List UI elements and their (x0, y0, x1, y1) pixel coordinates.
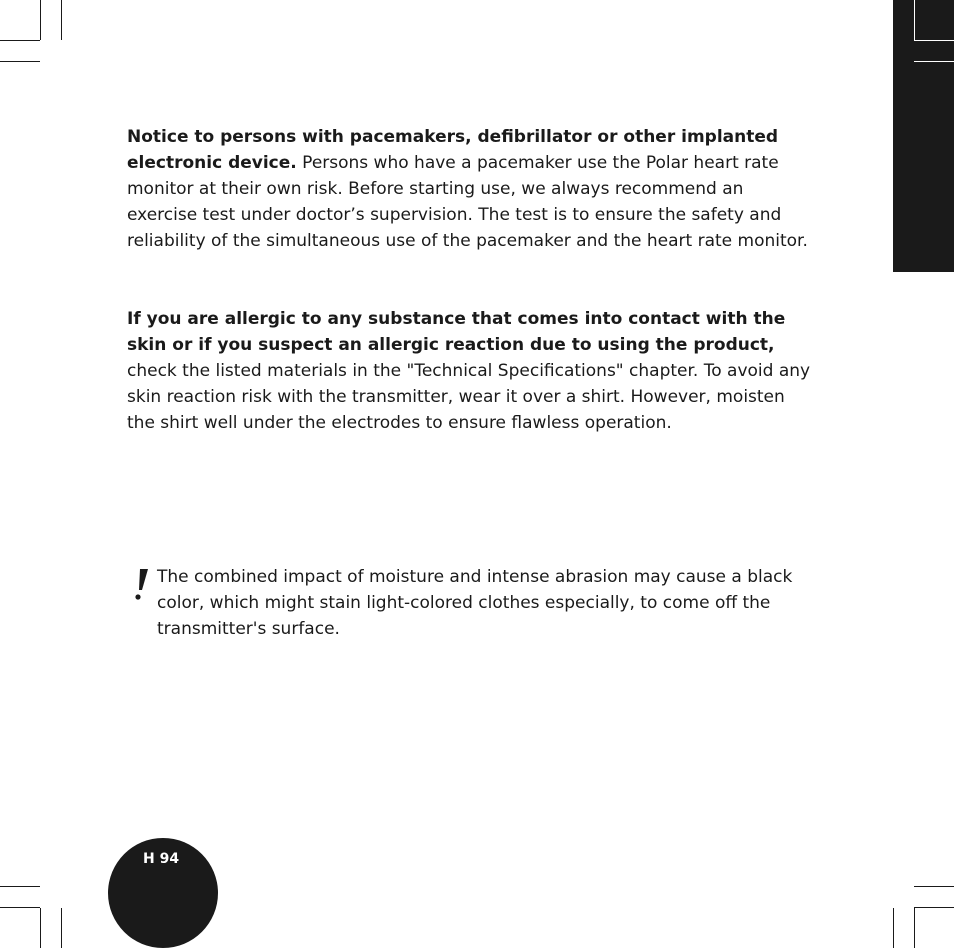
crop-mark (0, 40, 40, 41)
warning-text: The combined impact of moisture and intense abrasion may cause a black color, which might stain light-colored clothes especially, to come off the transmitter's surface. (157, 567, 793, 639)
crop-mark (40, 908, 41, 948)
pacemaker-notice-heading: Notice to persons with pacemakers, defibrillator or other implanted electronic device. (127, 127, 779, 173)
exclamation-icon (132, 566, 152, 602)
crop-mark (0, 61, 40, 62)
crop-mark (914, 61, 954, 62)
allergy-notice (127, 306, 817, 436)
crop-mark (893, 908, 894, 948)
crop-mark (914, 907, 954, 908)
crop-mark (914, 886, 954, 887)
crop-mark (914, 40, 954, 41)
pacemaker-notice (127, 124, 817, 254)
crop-mark (0, 886, 40, 887)
crop-mark (0, 907, 40, 908)
crop-mark (914, 0, 915, 40)
pacemaker-notice-body: Persons who have a pacemaker use the Polar heart rate monitor at their own risk. Before starting use, we always recommend an exercise test under doctor’s supervision. The test is to ensure the safety and reliability of the simultaneous use of the pacemaker and the heart rate monitor. (127, 153, 808, 251)
allergy-notice-body: check the listed materials in the "Technical Specifications" chapter. To avoid any skin reaction risk with the transmitter, wear it over a shirt. However, moisten the shirt well under the electrodes to ensure flawless operation. (127, 361, 811, 433)
crop-mark (914, 908, 915, 948)
page-number: H 94 (143, 851, 180, 867)
crop-mark (61, 0, 62, 40)
crop-mark (40, 0, 41, 40)
allergy-notice-heading: If you are allergic to any substance that comes into contact with the skin or if you suspect an allergic reaction due to using the product, (127, 309, 786, 355)
crop-mark (61, 908, 62, 948)
